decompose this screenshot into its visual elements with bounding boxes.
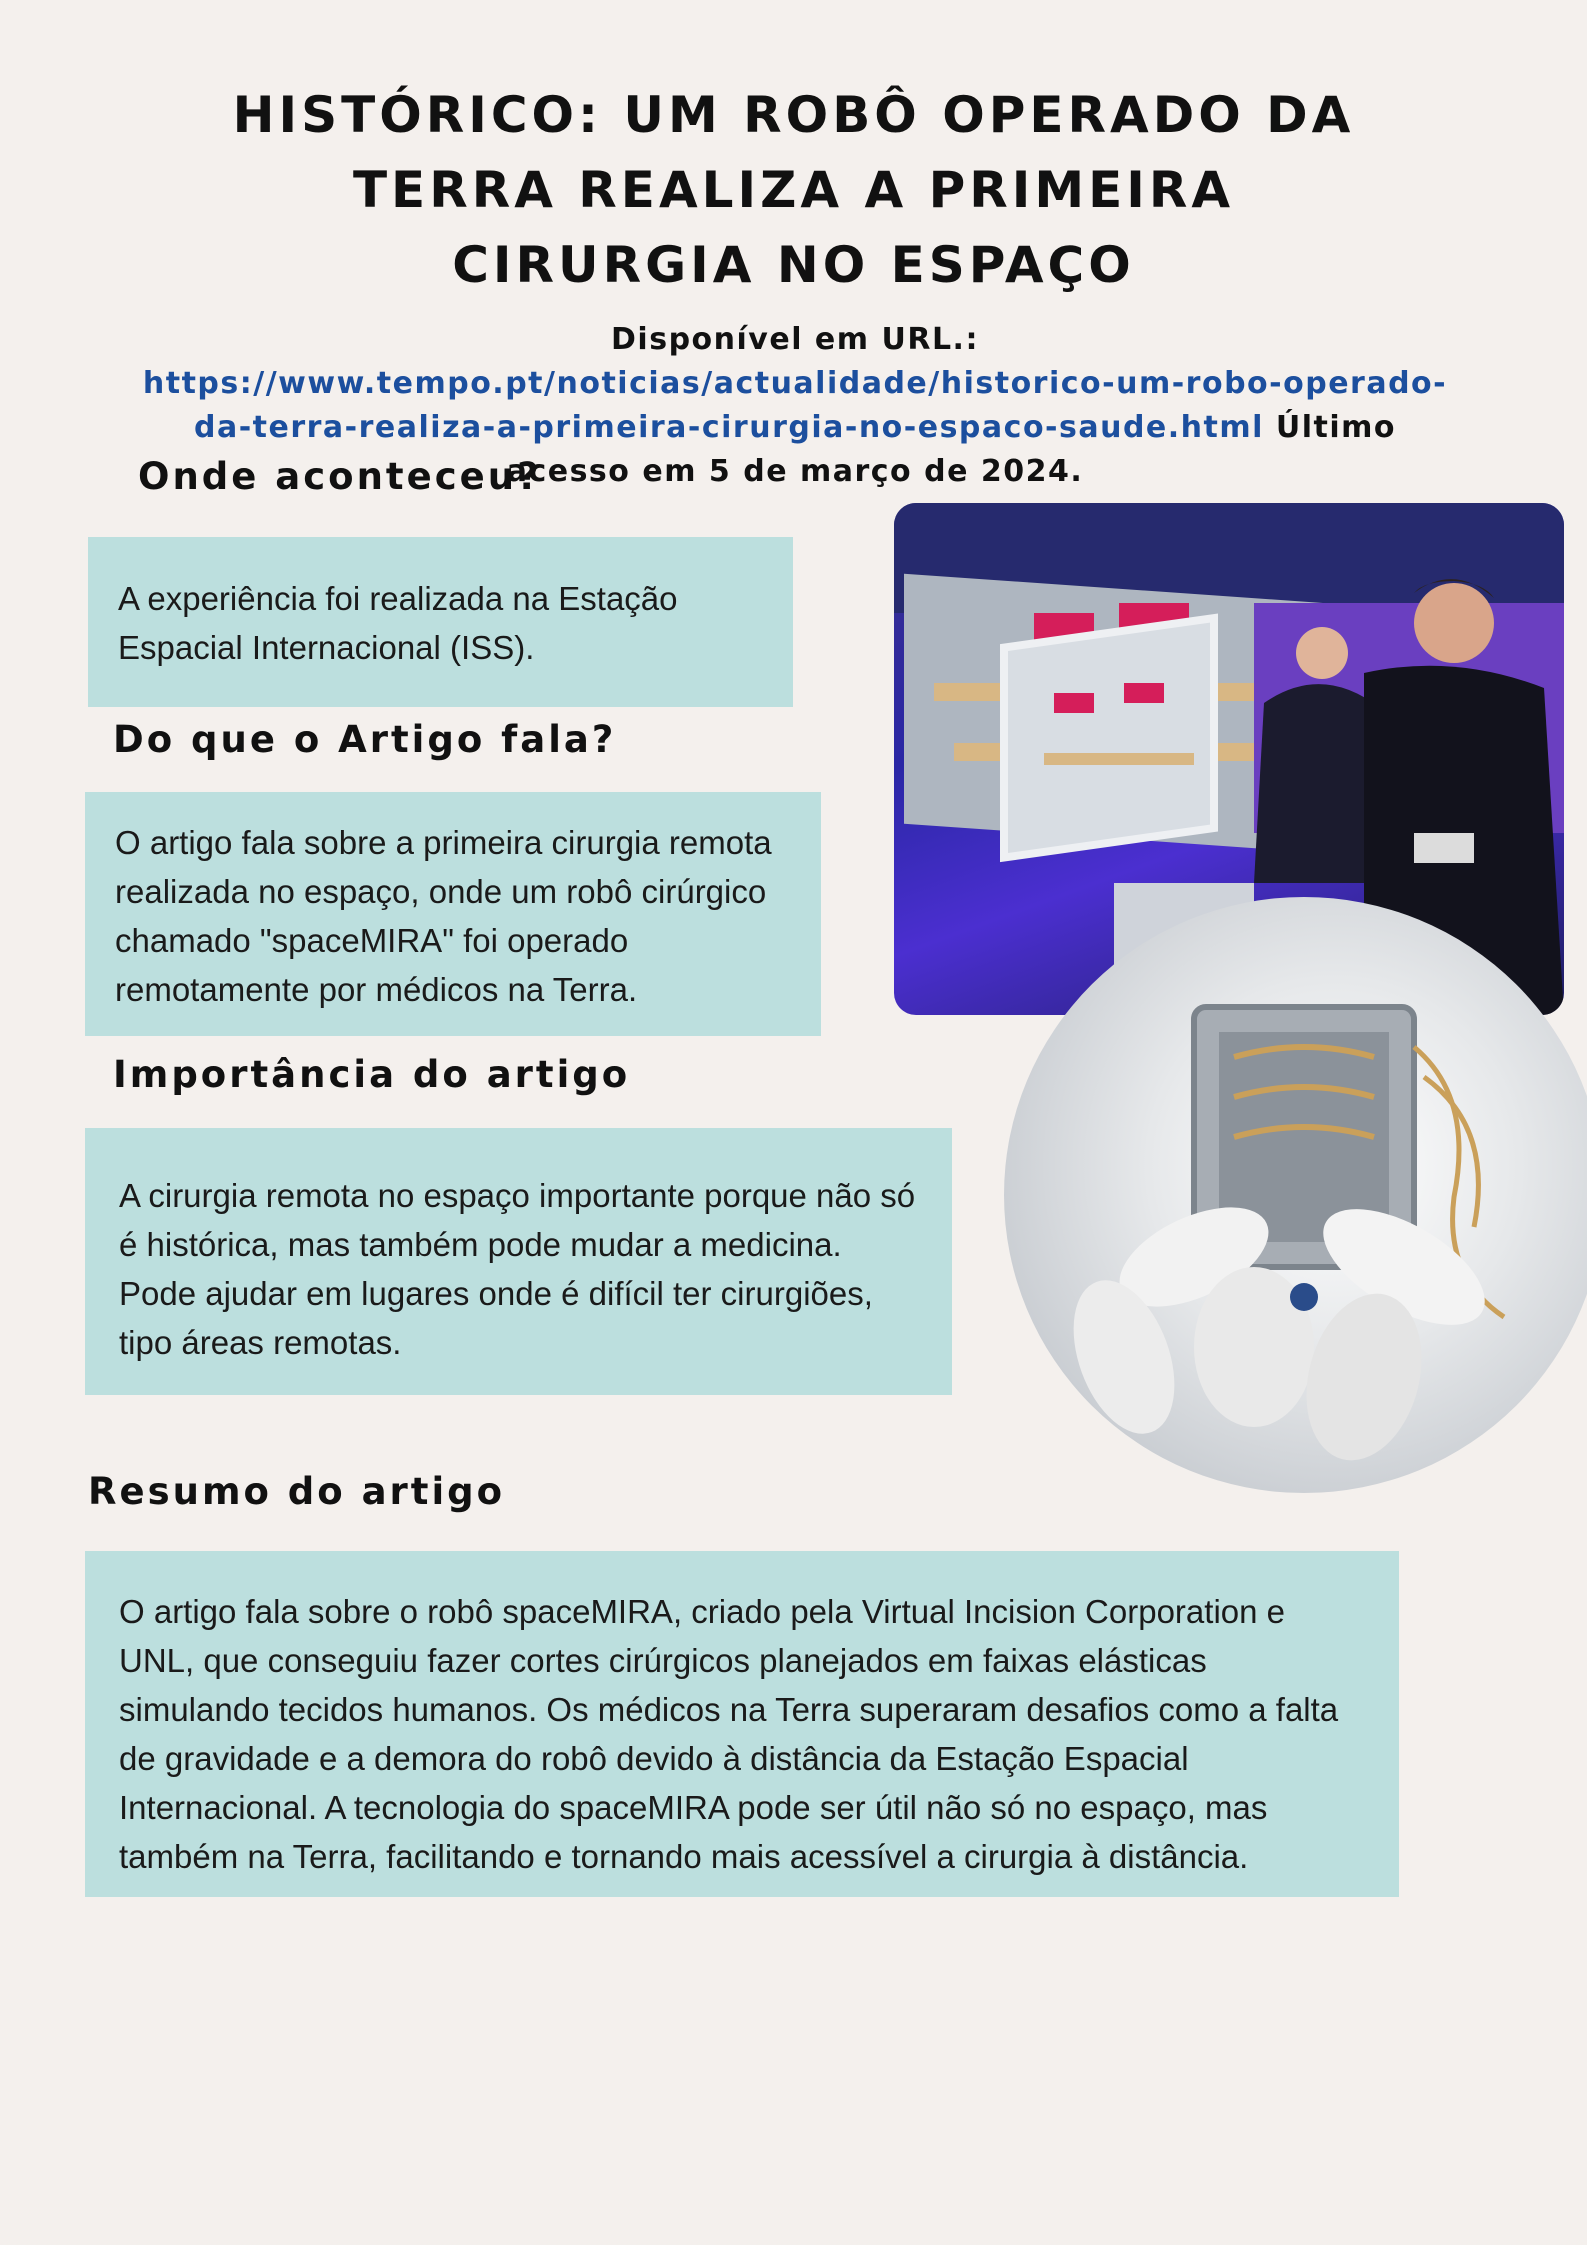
heading-where: Onde aconteceu? <box>138 455 542 498</box>
page-title <box>0 78 1587 303</box>
title-line-1: HISTÓRICO: UM ROBÔ OPERADO DA <box>232 86 1355 144</box>
source-url-link[interactable]: https://www.tempo.pt/noticias/actualidade/historico-um-robo-operado-da-terra-realiza-a-primeira-cirurgia-no-espaco-saude.html <box>142 366 1448 445</box>
source-access-date: Último acesso em 5 de março de 2024. <box>506 410 1397 489</box>
importance-text: A cirurgia remota no espaço importante porque não só é histórica, mas também pode mudar a medicina. Pode ajudar em lugares onde é difícil ter cirurgiões, tipo áreas remotas. <box>119 1177 916 1361</box>
title-line-3: CIRURGIA NO ESPAÇO <box>452 236 1135 294</box>
source-prefix: Disponível em URL.: <box>611 322 979 357</box>
heading-summary: Resumo do artigo <box>88 1470 506 1513</box>
about-box <box>85 792 821 1036</box>
summary-box <box>85 1551 1399 1897</box>
where-text: A experiência foi realizada na Estação Espacial Internacional (ISS). <box>118 580 678 666</box>
heading-importance: Importância do artigo <box>113 1053 631 1096</box>
surgical-robot-photo <box>1004 897 1587 1493</box>
title-line-2: TERRA REALIZA A PRIMEIRA <box>352 161 1235 219</box>
where-box <box>88 537 793 707</box>
about-text: O artigo fala sobre a primeira cirurgia remota realizada no espaço, onde um robô cirúrgico chamado "spaceMIRA" foi operado remotamente por médicos na Terra. <box>115 824 772 1008</box>
importance-box <box>85 1128 952 1395</box>
heading-about: Do que o Artigo fala? <box>113 718 617 761</box>
surgical-robot-illustration <box>1004 897 1587 1493</box>
summary-text: O artigo fala sobre o robô spaceMIRA, criado pela Virtual Incision Corporation e UNL, que conseguiu fazer cortes cirúrgicos planejados em faixas elásticas simulando tecidos humanos. Os médicos na Terra superaram desafios como a falta de gravidade e a demora do robô devido à distância da Estação Espacial Internacional. A tecnologia do spaceMIRA pode ser útil não só no espaço, mas também na Terra, facilitando e tornando mais acessível a cirurgia à distância. <box>119 1593 1339 1875</box>
